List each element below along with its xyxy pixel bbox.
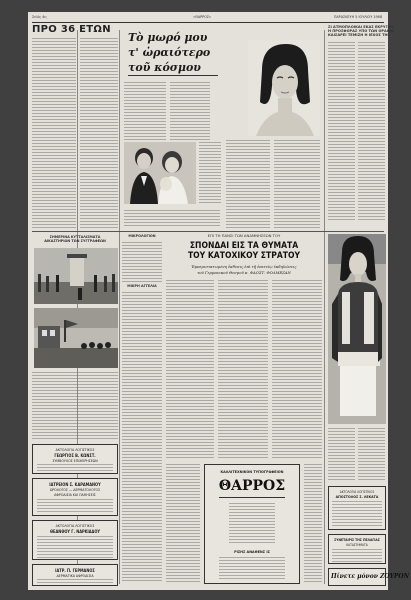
- micrologion-label: ΜΙΚΡΟΛΟΓΙΟΝ: [128, 234, 156, 238]
- feature-title: [128, 30, 218, 76]
- feature-text: [199, 142, 221, 204]
- masthead-rule: [32, 22, 384, 23]
- woman-portrait: [248, 40, 320, 136]
- ad-line: ΑΚΤΟΛΟΓΙΑ ΛΟΓΙΣΤΙΚΟΣ: [339, 490, 375, 494]
- feature-text: [274, 140, 320, 228]
- article-text: [166, 464, 200, 582]
- ad-line: ΔΕΡΜΑΤΙΚΑ ΑΦΡΟΔΙΣΙΑ: [56, 574, 94, 578]
- ad-line: ΑΠΟΣΤΟΛΟΣ Σ. ΛΕΚΑΤΑ: [335, 495, 379, 499]
- ad-line: ΑΚΤΟΛΟΓΙΑ ΛΟΓΙΣΤΙΚΟΣ: [55, 448, 95, 452]
- ad-line: ΚΑΤΑΣΤΗΜΑΤΑ: [346, 543, 368, 547]
- article-text: [218, 280, 268, 460]
- ad-line: ΑΦΡΟΔΙΣΙΑ ΚΑΙ ΠΑΘΗΣΕΙΣ: [54, 493, 96, 497]
- tharros-top-line: ΚΑΛΛΙΤΕΧΝΙΚΟΝ ΤΥΠΟΓΡΑΦΕΙΟΝ: [220, 469, 284, 474]
- feature-title-line: τοῦ κόσμου: [128, 60, 218, 76]
- feature-text: [170, 82, 210, 140]
- ad-line: ΣΥΜΒΟΥΛΟΣ ΕΠΙΧΕΙΡΗΣΕΩΝ: [52, 459, 98, 463]
- issue-date: ΠΑΡΑΣΚΕΥΗ 5 ΙΟΥΛΙΟΥ 1968: [333, 15, 382, 19]
- feature-text: [124, 210, 220, 228]
- article-text: [272, 280, 322, 460]
- feature-text: [226, 140, 270, 228]
- zouron-text: Πίνετε μόνον ΖΟΥΡΟΝ: [331, 573, 410, 580]
- photo-caption: [32, 235, 118, 243]
- zouron-ad: [328, 568, 410, 586]
- tharros-text: [219, 557, 285, 579]
- ad-line: ΙΑΤΡΕΙΟΝ Σ. ΚΑΡΑΜΑΝΟΥ: [49, 482, 101, 487]
- subhead-line: τοῦ Γερμανικοῦ Θεσμοῦ κ. ΦΑΟΣΤ. ΦΟΛΜΕΖΑΝ: [197, 270, 291, 275]
- paper-name: «ΘΑΡΡΟΣ»: [193, 15, 212, 19]
- column-rule: [119, 30, 120, 584]
- ad-box: [32, 564, 118, 586]
- feature-text: [124, 82, 166, 140]
- ad-text: [37, 536, 113, 558]
- ad-box: [32, 444, 118, 474]
- right-headline-line: ΣΙ ΑΤΜΟΠΛΟΙΚΑΙ ΕΚΑΣ ΕΚΡΥΞΕΝ: [328, 25, 394, 29]
- feature-title-line: τ' ὡραιότερο: [128, 46, 211, 59]
- page-number: Σελίς 4η: [32, 15, 47, 19]
- right-headline: [328, 25, 395, 37]
- tharros-text: [229, 503, 275, 543]
- article-banner: ΕΠΙ ΤΗ ΠΑΝΣΙ ΤΩΝ ΑΝΑΜΝΗΣΕΩΝ ΤΟΥ: [207, 233, 281, 238]
- feature-title-line: Τὸ μωρό μου: [128, 31, 208, 44]
- right-text: [328, 42, 355, 222]
- tharros-name-text: ΘΑΡΡΟΣ: [218, 478, 286, 494]
- article-headline: [166, 241, 322, 261]
- ad-line: ΑΚΤΟΛΟΓΙΑ ΛΟΓΙΣΤΙΚΟΣ: [55, 524, 95, 528]
- tharros-rule: [219, 497, 285, 498]
- article-subhead: [166, 264, 322, 276]
- right-headline-line: ΚΑΙΣΑΡΕΙ ΤΕΜΙΖΗ Η ΙΕΧΟΣ ΤΗΙ: [328, 33, 389, 37]
- tharros-ad: [204, 464, 300, 584]
- ad-text: [37, 499, 113, 514]
- pro36-text-col2: [80, 38, 118, 228]
- ad-line: ΓΕΩΡΓΙΟΣ Β. ΚΩΝΣΤ.: [54, 453, 96, 458]
- headline-line: ΤΟΥ ΚΑΤΟΧΙΚΟΥ ΣΤΡΑΤΟΥ: [187, 251, 301, 261]
- ad-box: [32, 478, 118, 516]
- fashion-photo: [328, 234, 386, 424]
- newspaper-page: [28, 12, 410, 590]
- caption-text: [32, 372, 118, 440]
- right-text: [358, 428, 385, 482]
- ad-text: [37, 464, 113, 473]
- headline-line: ΣΠΟΝΔΑΙ ΕΙΣ ΤΑ ΘΥΜΑΤΑ: [189, 241, 299, 251]
- pro36-title: ΠΡΟ 36 ΕΤΩΝ: [32, 24, 111, 35]
- ad-box: [328, 486, 386, 530]
- article-text: [166, 280, 214, 460]
- subhead-line: Ἐμπεριστατωμένη ἔκθεσις ἐπὶ τῇ ἐπετείῳ ἐκδηλώσεις: [191, 264, 297, 269]
- article-text: [304, 464, 322, 582]
- ceremony-photo: [34, 308, 118, 368]
- family-photo: [124, 142, 196, 204]
- ad-line: ΩΡΟΛΟΓΟΣ — ΔΕΡΜΑΤΟΛΟΓΟΣ: [49, 488, 101, 492]
- photo-caption-line: ΔΙΚΑΣΤΗΡΙΩΝ ΤΩΝ ΣΥΓΓΡΑΦΕΩΝ: [44, 239, 106, 243]
- section-divider: [32, 231, 384, 232]
- monument-photo: [34, 248, 118, 304]
- tharros-name: [209, 477, 295, 495]
- ad-line: ΙΑΤΡ. Π. ΓΕΡΜΑΝΟΣ: [55, 568, 95, 573]
- photo-caption-line: ΣΗΜΕΡΙΝΑ ΚΥΤΤΑΛΙΣΜΑΤΑ: [49, 235, 101, 239]
- ad-text: [37, 579, 113, 585]
- ad-text: [332, 501, 382, 527]
- column-rule: [324, 30, 325, 584]
- right-text: [328, 428, 355, 482]
- right-headline-line: Η ΠΡΟΣΦΟΡΑΣ ΥΠΟ ΤΩΝ ΟΡΑΙΩΝ: [328, 29, 395, 33]
- ad-text: [332, 549, 382, 562]
- tharros-bottom-line: ΡΙΣΗΣ ΑΝΑΘΕΝΣ ΙΣ: [234, 549, 270, 554]
- middle-text: [122, 292, 162, 582]
- right-text: [358, 42, 385, 222]
- ad-box: [32, 520, 118, 560]
- ad-line: ΣΥΝΕΤΑΙΡΙΣ ΤΗΣ ΠΕΛΑΓΙΑΣ: [334, 538, 380, 542]
- middle-text: [122, 242, 162, 282]
- pro36-text-col1: [32, 38, 76, 228]
- ad-box: [328, 534, 386, 564]
- small-notice-label: ΜΙΚΡΗ ΑΓΓΕΛΙΑ: [127, 284, 157, 288]
- ad-line: ΘΕΑΝΘΟΥ Γ. ΝΑΡΚΙΑΔΟΥ: [50, 529, 100, 534]
